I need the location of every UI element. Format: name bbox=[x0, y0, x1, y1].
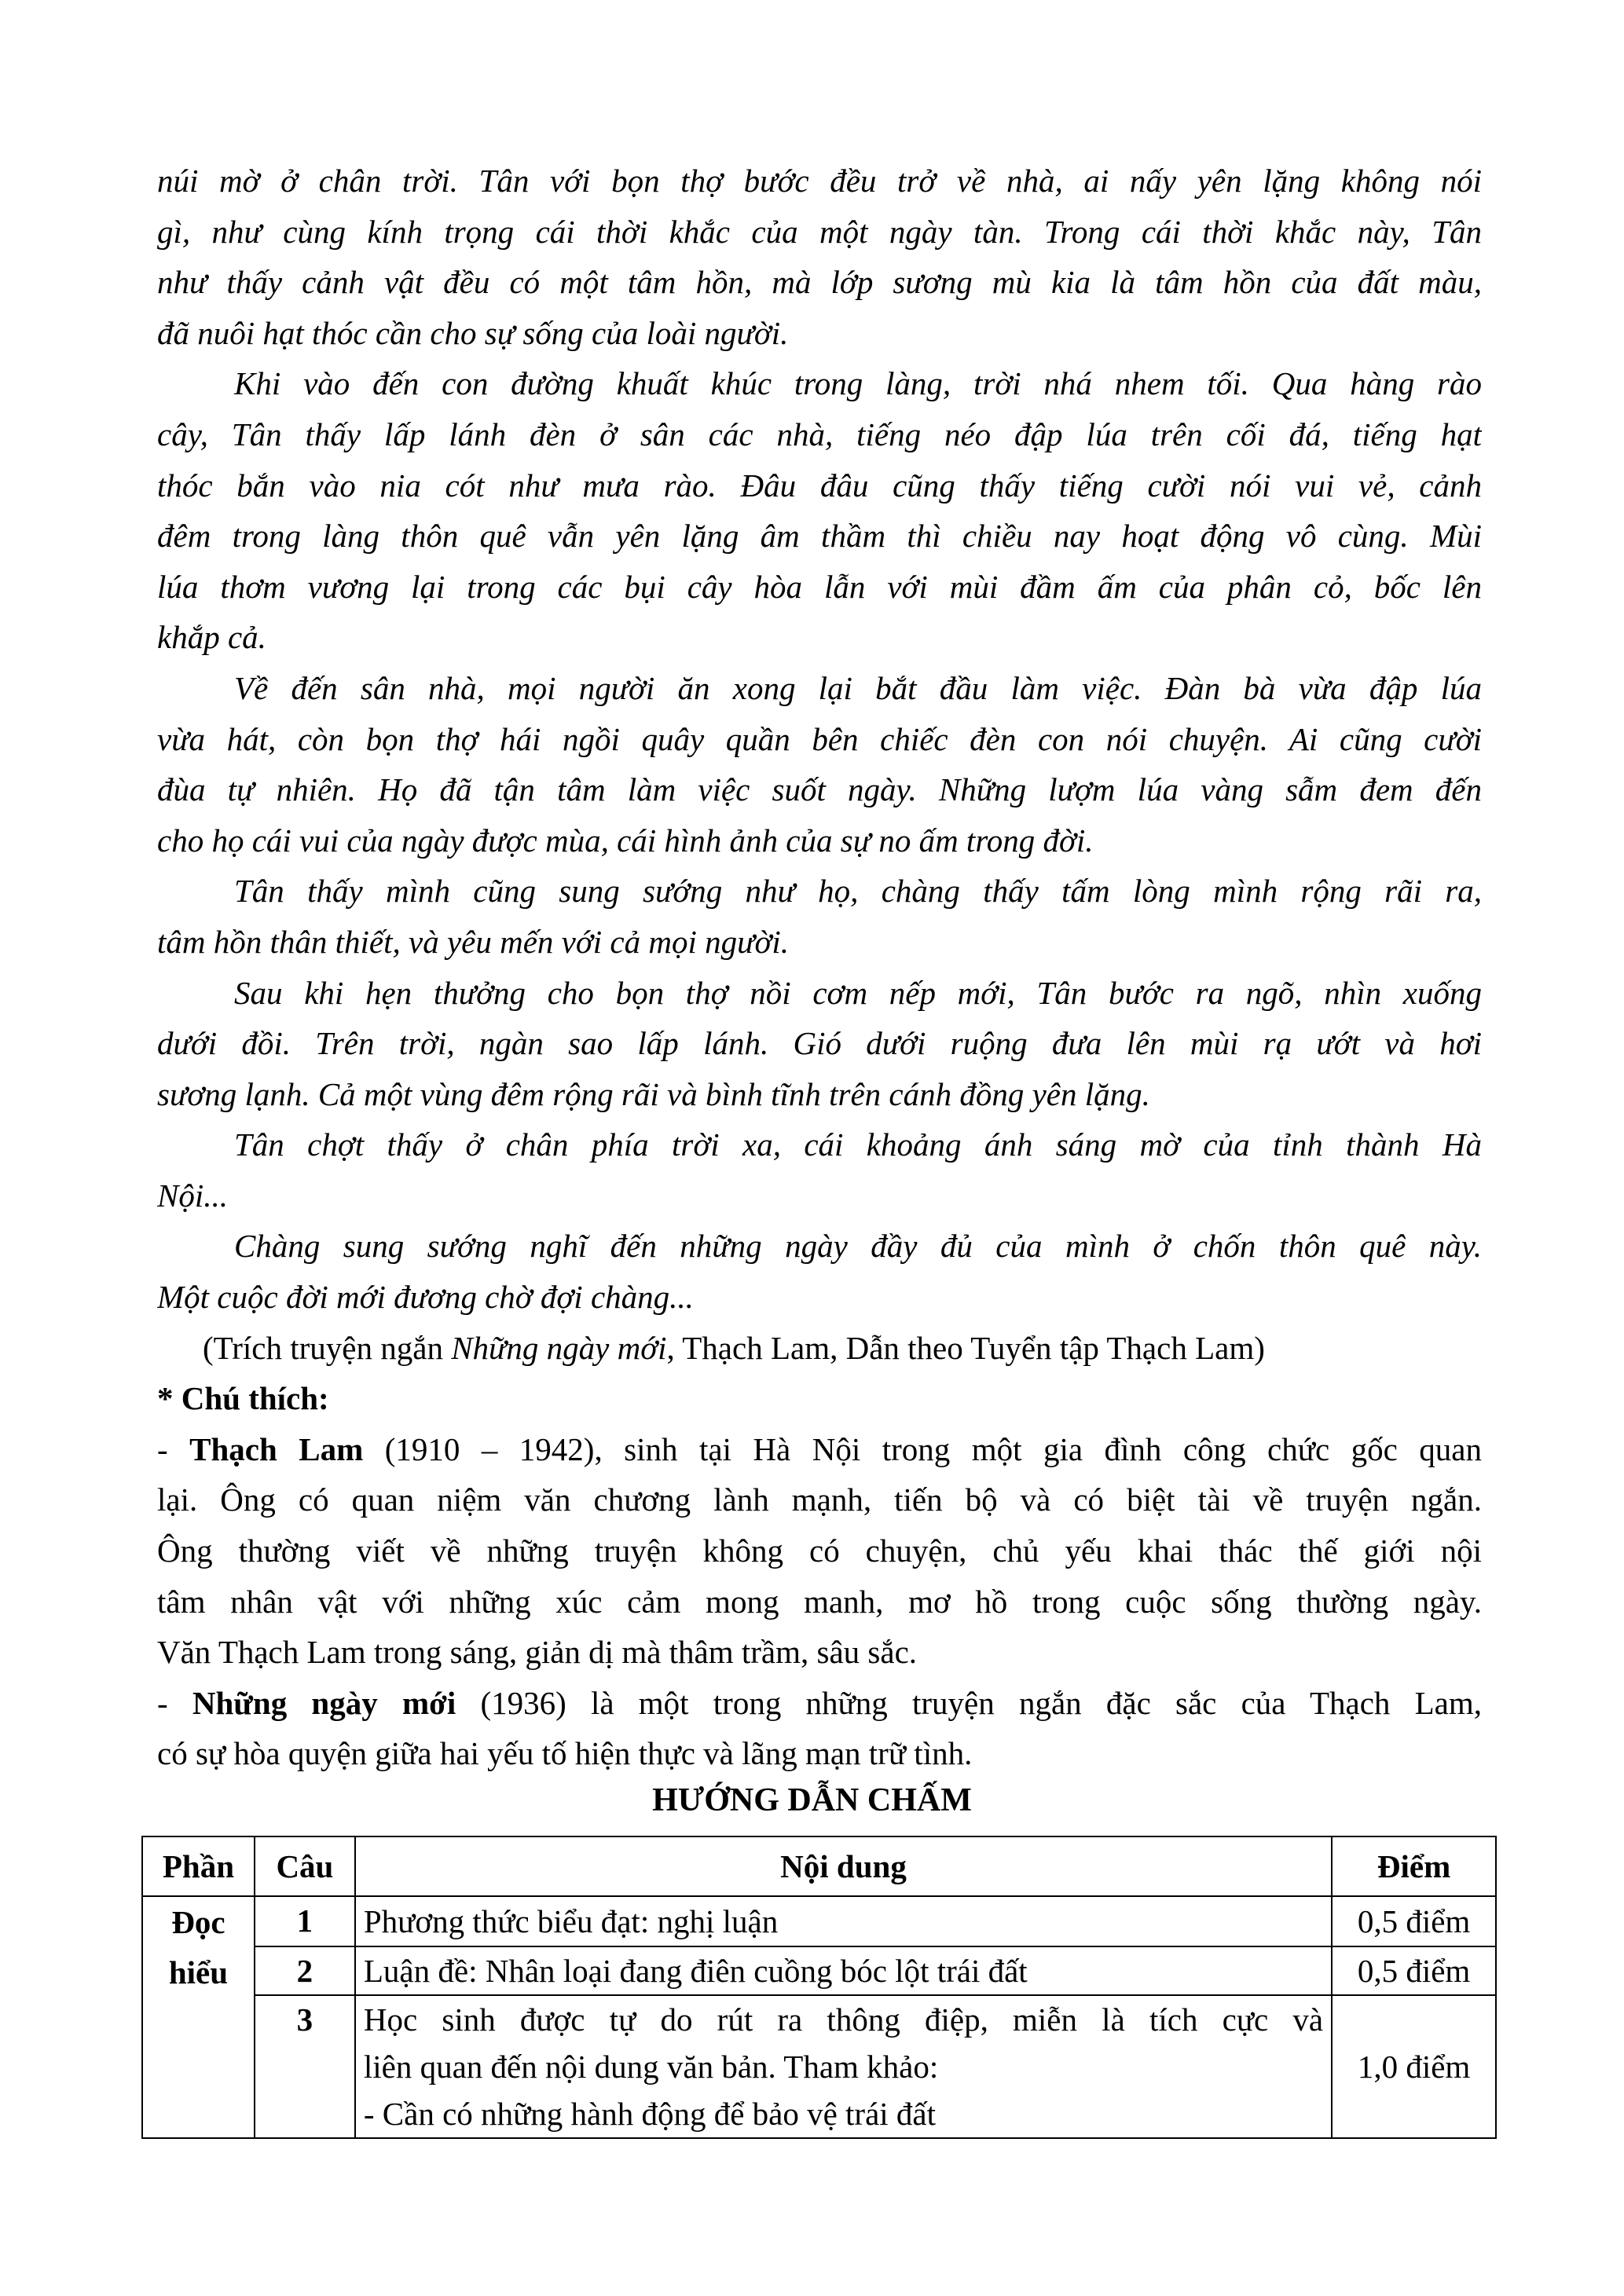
note-2-line bbox=[157, 1678, 1482, 1729]
text-line: Tân thấy mình cũng sung sướng như họ, chàng thấy tấm lòng mình rộng rãi ra, bbox=[234, 873, 1482, 910]
note-2 bbox=[157, 1728, 1482, 1779]
note-text: (1936) là một trong những truyện ngắn đặc sắc của Thạch Lam, bbox=[456, 1684, 1482, 1721]
table-row bbox=[142, 1946, 1496, 1995]
note-dash: - bbox=[157, 1684, 192, 1721]
text-line: Một cuộc đời mới đương chờ đợi chàng... bbox=[157, 1279, 694, 1316]
story-paragraph bbox=[157, 1119, 1482, 1221]
section-cell: Đọc hiểu bbox=[142, 1896, 255, 2138]
note-work-name: Những ngày mới bbox=[192, 1684, 456, 1721]
notes-heading bbox=[157, 1373, 1482, 1424]
text-line: gì, như cùng kính trọng cái thời khắc của một ngày tàn. Trong cái thời khắc này, Tân bbox=[157, 213, 1482, 250]
text-line: vừa hát, còn bọn thợ hái ngồi quây quần bên chiếc đèn con nói chuyện. Ai cũng cười bbox=[157, 720, 1482, 757]
note-1-line bbox=[157, 1424, 1482, 1475]
content-cell bbox=[355, 1995, 1332, 2138]
text-line: dưới đồi. Trên trời, ngàn sao lấp lánh. Gió dưới ruộng đưa lên mùi rạ ướt và hơi bbox=[157, 1025, 1482, 1062]
text-line: Khi vào đến con đường khuất khúc trong làng, trời nhá nhem tối. Qua hàng rào bbox=[234, 365, 1482, 402]
story-paragraph bbox=[157, 968, 1482, 1120]
score-cell: 1,0 điểm bbox=[1332, 1995, 1496, 2138]
rubric-table bbox=[141, 1836, 1497, 2139]
text-line: như thấy cảnh vật đều có một tâm hồn, mà lớp sương mù kia là tâm hồn của đất màu, bbox=[157, 264, 1482, 301]
citation-prefix: (Trích truyện ngắn bbox=[203, 1329, 452, 1366]
text-line: có sự hòa quyện giữa hai yếu tố hiện thực và lãng mạn trữ tình. bbox=[157, 1735, 973, 1772]
story-paragraph bbox=[157, 1221, 1482, 1322]
content-line: Học sinh được tự do rút ra thông điệp, miễn là tích cực và bbox=[363, 2001, 1324, 2038]
note-1 bbox=[157, 1474, 1482, 1677]
text-line: cây, Tân thấy lấp lánh đèn ở sân các nhà, tiếng néo đập lúa trên cối đá, tiếng hạt bbox=[157, 416, 1482, 452]
question-number: 1 bbox=[255, 1896, 355, 1946]
text-line: thóc bắn vào nia cót như mưa rào. Đâu đâu cũng thấy tiếng cười nói vui vẻ, cảnh bbox=[157, 467, 1482, 504]
text-line: cho họ cái vui của ngày được mùa, cái hình ảnh của sự no ấm trong đời. bbox=[157, 822, 1094, 859]
header-content: Nội dung bbox=[355, 1836, 1332, 1896]
text-line: tâm nhân vật với những xúc cảm mong manh, mơ hồ trong cuộc sống thường ngày. bbox=[157, 1583, 1482, 1620]
citation-suffix: , Thạch Lam, Dẫn theo Tuyển tập Thạch Lam) bbox=[666, 1329, 1265, 1366]
rubric-title: HƯỚNG DẪN CHẤM bbox=[652, 1782, 972, 1818]
story-paragraph bbox=[157, 663, 1482, 866]
text-line: đêm trong làng thôn quê vẫn yên lặng âm thầm thì chiều nay hoạt động vô cùng. Mùi bbox=[157, 518, 1482, 555]
text-line: Chàng sung sướng nghĩ đến những ngày đầy đủ của mình ở chốn thôn quê này. bbox=[234, 1228, 1482, 1265]
score-cell: 0,5 điểm bbox=[1332, 1896, 1496, 1946]
header-score: Điểm bbox=[1332, 1836, 1496, 1896]
story-excerpt bbox=[157, 156, 1482, 1323]
table-row bbox=[142, 1995, 1496, 2138]
note-author-name: Thạch Lam bbox=[189, 1430, 364, 1467]
table-header-row bbox=[142, 1836, 1496, 1896]
text-line: lại. Ông có quan niệm văn chương lành mạnh, tiến bộ và có biệt tài về truyện ngắn. bbox=[157, 1481, 1482, 1518]
story-paragraph bbox=[157, 156, 1482, 358]
content-line: - Cần có những hành động để bảo vệ trái đất bbox=[363, 2096, 937, 2132]
text-line: đã nuôi hạt thóc cần cho sự sống của loài người. bbox=[157, 314, 789, 351]
text-line: lúa thơm vương lại trong các bụi cây hòa lẫn với mùi đầm ấm của phân cỏ, bốc lên bbox=[157, 568, 1482, 605]
question-number: 2 bbox=[255, 1946, 355, 1995]
content-cell: Phương thức biểu đạt: nghị luận bbox=[355, 1896, 1332, 1946]
score-cell: 0,5 điểm bbox=[1332, 1946, 1496, 1995]
header-section: Phần bbox=[142, 1836, 255, 1896]
notes-heading-text: * Chú thích: bbox=[157, 1380, 329, 1417]
table-row bbox=[142, 1896, 1496, 1946]
text-line: núi mờ ở chân trời. Tân với bọn thợ bước đều trở về nhà, ai nấy yên lặng không nói bbox=[157, 163, 1482, 199]
content-cell: Luận đề: Nhân loại đang điên cuồng bóc lột trái đất bbox=[355, 1946, 1332, 1995]
story-paragraph bbox=[157, 358, 1482, 663]
header-question: Câu bbox=[255, 1836, 355, 1896]
text-line: Ông thường viết về những truyện không có chuyện, chủ yếu khai thác thế giới nội bbox=[157, 1532, 1482, 1569]
text-line: khắp cả. bbox=[157, 619, 266, 656]
source-citation bbox=[157, 1323, 1482, 1374]
text-line: tâm hồn thân thiết, và yêu mến với cả mọi người. bbox=[157, 923, 789, 960]
text-line: sương lạnh. Cả một vùng đêm rộng rãi và bình tĩnh trên cánh đồng yên lặng. bbox=[157, 1075, 1150, 1112]
text-line: Văn Thạch Lam trong sáng, giản dị mà thâm trầm, sâu sắc. bbox=[157, 1634, 918, 1671]
document-body bbox=[157, 156, 1482, 1779]
story-paragraph bbox=[157, 866, 1482, 967]
text-line: Về đến sân nhà, mọi người ăn xong lại bắt đầu làm việc. Đàn bà vừa đập lúa bbox=[234, 669, 1482, 706]
text-line: Sau khi hẹn thưởng cho bọn thợ nồi cơm nếp mới, Tân bước ra ngõ, nhìn xuống bbox=[234, 974, 1482, 1011]
text-line: Nội... bbox=[157, 1177, 228, 1214]
note-text: (1910 – 1942), sinh tại Hà Nội trong một gia đình công chức gốc quan bbox=[363, 1430, 1482, 1467]
content-line: liên quan đến nội dung văn bản. Tham khảo: bbox=[363, 2049, 939, 2085]
work-title: Những ngày mới bbox=[451, 1329, 667, 1366]
question-number: 3 bbox=[255, 1995, 355, 2138]
note-dash: - bbox=[157, 1430, 190, 1467]
text-line: đùa tự nhiên. Họ đã tận tâm làm việc suốt ngày. Những lượm lúa vàng sẫm đem đến bbox=[157, 771, 1482, 808]
text-line: Tân chợt thấy ở chân phía trời xa, cái khoảng ánh sáng mờ của tỉnh thành Hà bbox=[234, 1126, 1482, 1163]
